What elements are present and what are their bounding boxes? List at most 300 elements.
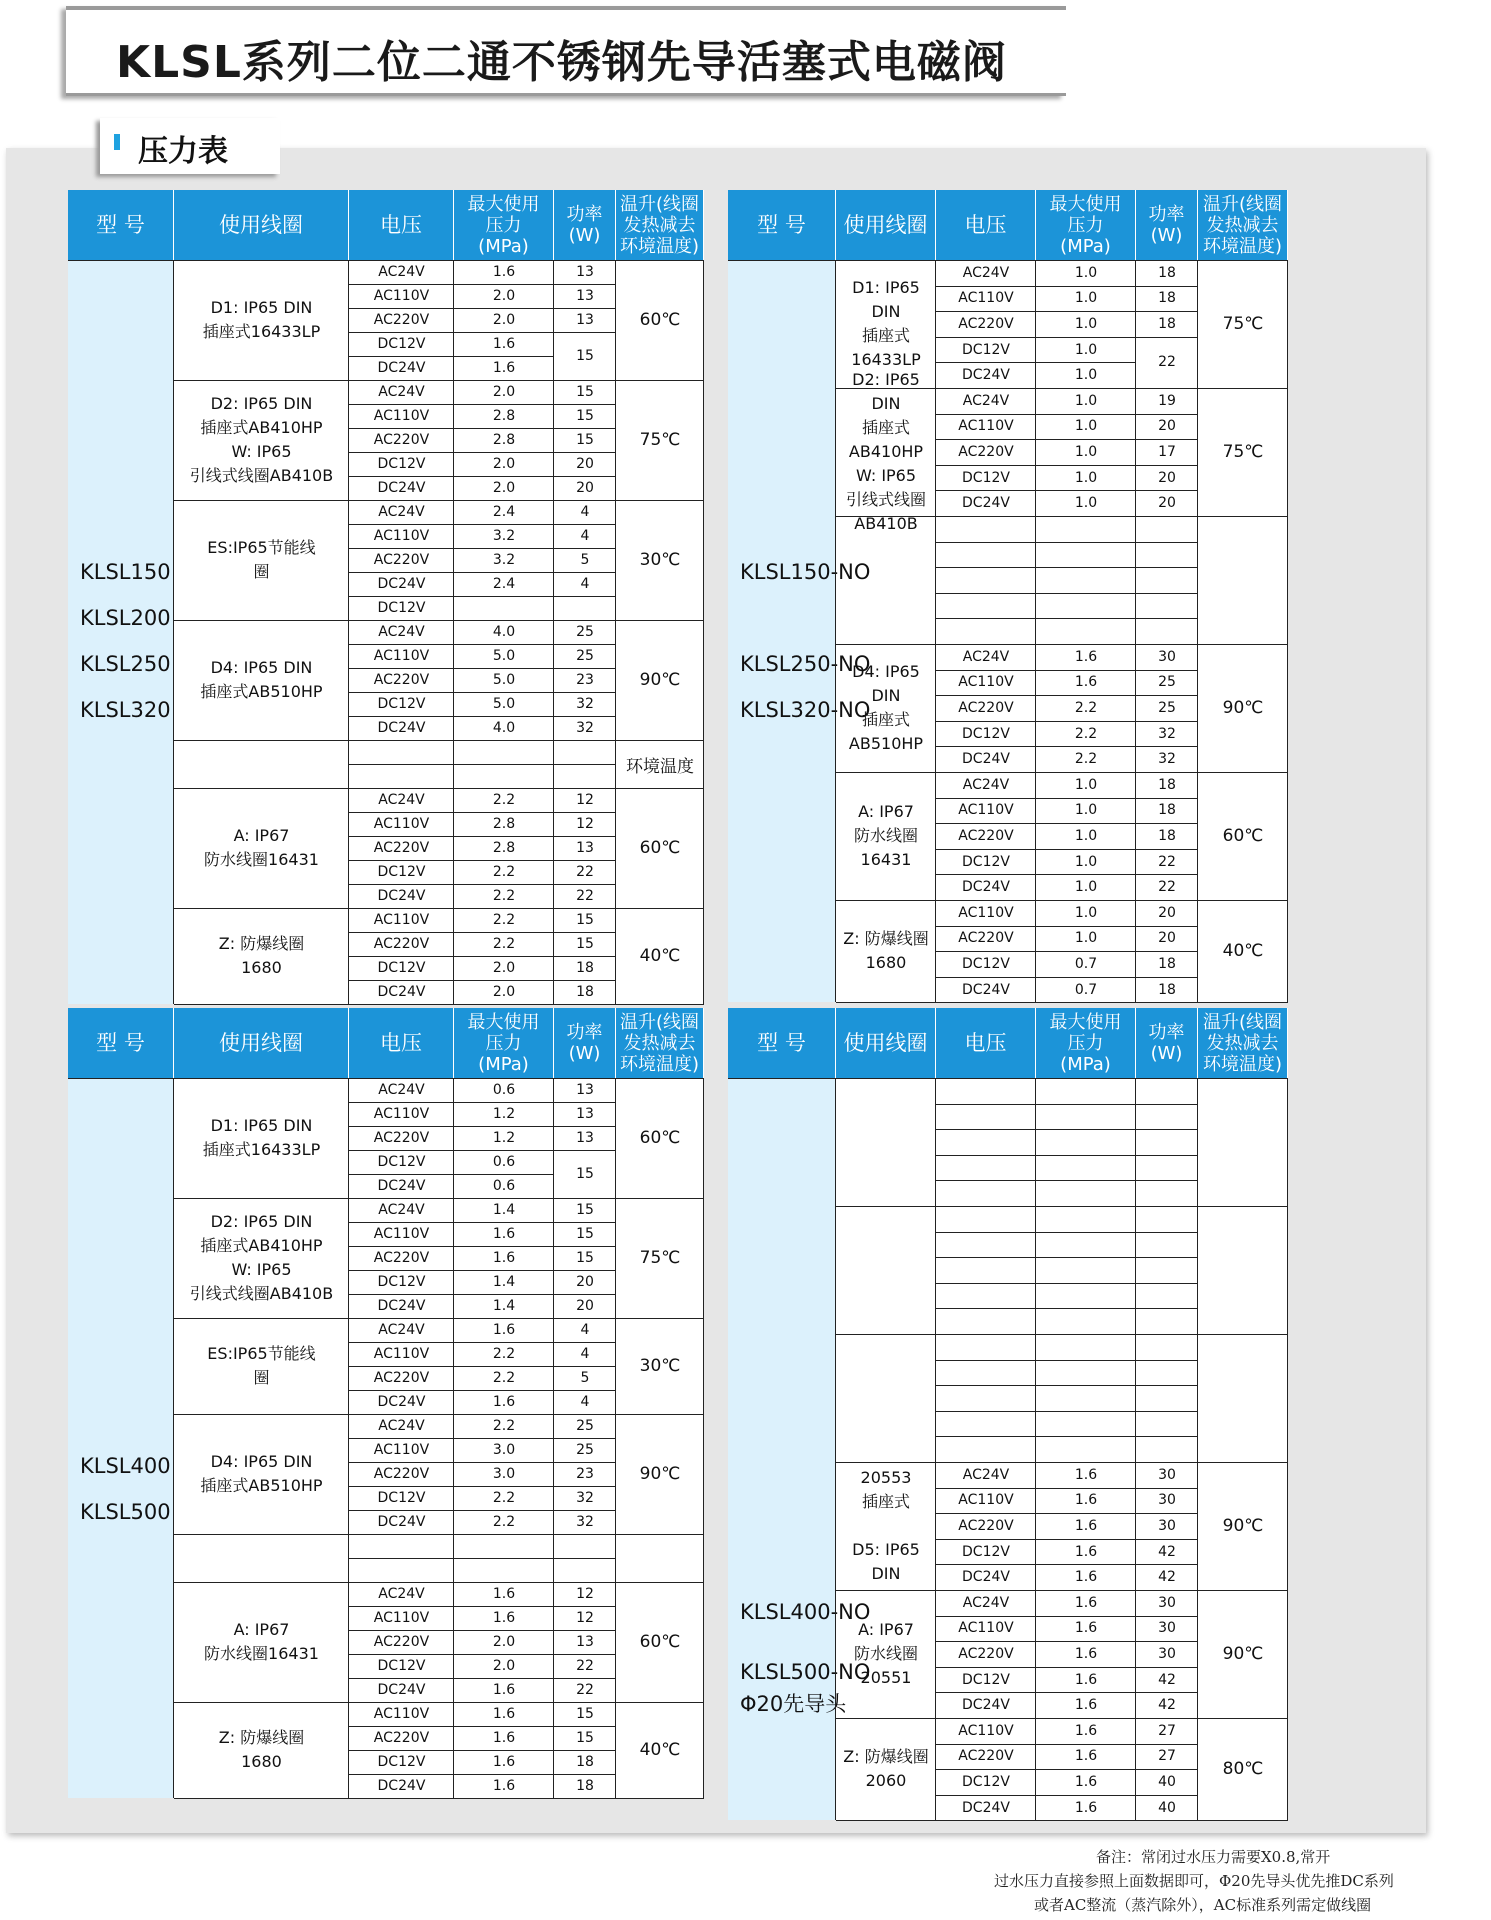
pressure-cell: 5.0 [492, 672, 516, 688]
power-cell: 30 [1158, 1620, 1176, 1637]
row-rule [349, 572, 616, 573]
power-cell: 22 [576, 1682, 594, 1698]
coil-cell: Z: 防爆线圈 1680 [218, 934, 305, 977]
row-rule [349, 1726, 616, 1727]
row-rule [936, 1769, 1198, 1770]
pressure-cell: 1.0 [1074, 290, 1098, 307]
power-cell: 4 [580, 1322, 590, 1338]
voltage-cell [936, 1257, 1036, 1283]
power-cell: 15 [576, 912, 594, 928]
column-rule [615, 1078, 616, 1798]
voltage-cell: AC220V [373, 1730, 430, 1746]
column-rule [553, 1078, 554, 1798]
power-cell [1136, 618, 1198, 644]
row-rule [349, 1222, 616, 1223]
voltage-cell: AC220V [958, 315, 1014, 332]
column-rule [1287, 1078, 1288, 1820]
row-rule [349, 404, 616, 405]
pressure-cell: 4.0 [492, 624, 516, 640]
note-line-2: 过水压力直接参照上面数据即可，Φ20先导头优先推DC系列 [994, 1872, 1394, 1890]
group-rule [836, 1002, 1288, 1003]
power-cell: 18 [1158, 290, 1176, 307]
row-rule [349, 356, 554, 357]
voltage-cell: AC220V [373, 312, 430, 328]
power-cell: 18 [1158, 955, 1176, 972]
row-rule [349, 428, 616, 429]
model-column [68, 1078, 174, 1798]
voltage-cell: DC24V [377, 576, 426, 592]
pressure-cell: 2.2 [1074, 725, 1098, 742]
voltage-cell: AC220V [958, 443, 1014, 460]
power-cell: 42 [1158, 1697, 1176, 1714]
pressure-cell: 1.6 [492, 1250, 516, 1266]
power-cell: 25 [1158, 674, 1176, 691]
coil-cell: D2: IP65 DIN 插座式AB410HP W: IP65 引线式线圈AB410B [189, 1212, 334, 1303]
power-cell: 18 [576, 984, 594, 1000]
voltage-cell: AC24V [378, 624, 425, 640]
pressure-table-1 [68, 190, 704, 1004]
pressure-cell: 1.6 [1074, 1492, 1098, 1509]
voltage-cell: AC24V [378, 1322, 425, 1338]
voltage-cell: DC12V [377, 1154, 426, 1170]
power-cell: 17 [1158, 443, 1176, 460]
power-cell: 4 [580, 528, 590, 544]
header-power: 功率 (W) [1136, 190, 1198, 260]
row-rule [349, 668, 616, 669]
voltage-cell: AC24V [962, 264, 1010, 281]
pressure-cell: 3.2 [492, 552, 516, 568]
voltage-cell: AC220V [373, 1634, 430, 1650]
table-header [728, 190, 1288, 260]
row-rule [349, 1126, 616, 1127]
coil-cell [836, 1206, 936, 1334]
pressure-cell [454, 740, 554, 764]
voltage-cell: AC220V [958, 1645, 1014, 1662]
column-rule [1197, 1078, 1198, 1820]
pressure-cell: 3.0 [492, 1442, 516, 1458]
row-rule [936, 746, 1198, 747]
header-model: 型 号 [68, 1008, 174, 1078]
pressure-cell: 2.0 [492, 480, 516, 496]
column-rule [835, 1078, 836, 1820]
power-cell: 25 [576, 1418, 594, 1434]
pressure-cell: 1.6 [492, 1322, 516, 1338]
pressure-cell: 1.6 [1074, 1594, 1098, 1611]
voltage-cell: AC220V [373, 672, 430, 688]
pressure-cell: 1.6 [1074, 1645, 1098, 1662]
voltage-cell: DC12V [377, 336, 426, 352]
row-rule [349, 812, 616, 813]
temp-rise-cell [1198, 1206, 1288, 1334]
coil-cell: ES:IP65节能线 圈 [207, 538, 316, 581]
header-coil: 使用线圈 [836, 1008, 936, 1078]
column-rule [348, 1078, 349, 1798]
voltage-cell: AC24V [962, 392, 1010, 409]
row-rule [349, 1630, 616, 1631]
title-banner [66, 6, 1066, 96]
row-rule [936, 926, 1198, 927]
voltage-cell [936, 1334, 1036, 1360]
pressure-cell: 1.6 [1074, 648, 1098, 665]
power-cell: 25 [1158, 699, 1176, 716]
header-power: 功率 (W) [1136, 1008, 1198, 1078]
row-rule [936, 362, 1136, 363]
row-rule [936, 1539, 1198, 1540]
pressure-cell: 2.2 [492, 1514, 516, 1530]
temp-rise-cell: 30℃ [639, 1356, 681, 1376]
power-cell [1136, 1104, 1198, 1130]
column-rule [173, 1078, 174, 1798]
voltage-cell [936, 567, 1036, 593]
model-column [728, 1078, 871, 1820]
row-rule [349, 1678, 616, 1679]
temp-rise-cell: 40℃ [639, 1740, 681, 1760]
pressure-cell [1036, 1206, 1136, 1232]
voltage-cell: DC24V [962, 495, 1010, 512]
row-rule [936, 1257, 1198, 1258]
header-power: 功率 (W) [554, 190, 616, 260]
temp-rise-cell: 90℃ [639, 670, 681, 690]
pressure-cell: 1.0 [1074, 802, 1098, 819]
temp-rise-cell: 90℃ [1222, 698, 1264, 718]
power-cell [1136, 542, 1198, 568]
pressure-cell: 3.0 [492, 1466, 516, 1482]
model-name: KLSL250 [80, 652, 171, 676]
pressure-cell: 1.0 [1074, 392, 1098, 409]
pressure-cell [1036, 1104, 1136, 1130]
pressure-cell [1036, 1436, 1136, 1462]
pressure-cell: 1.0 [1074, 341, 1098, 358]
power-cell: 30 [1158, 648, 1176, 665]
row-rule [349, 1750, 616, 1751]
power-cell: 32 [1158, 725, 1176, 742]
coil-cell: Z: 防爆线圈 2060 [843, 1747, 929, 1791]
voltage-cell [936, 593, 1036, 619]
pressure-cell: 1.0 [1074, 853, 1098, 870]
row-rule [936, 798, 1198, 799]
power-cell: 18 [576, 1778, 594, 1794]
row-rule [349, 1366, 616, 1367]
row-rule [349, 452, 616, 453]
row-rule [936, 1692, 1198, 1693]
column-rule [615, 260, 616, 1004]
voltage-cell: AC24V [378, 1082, 425, 1098]
power-cell [554, 1534, 616, 1558]
pressure-cell: 2.0 [492, 960, 516, 976]
power-cell: 20 [1158, 469, 1176, 486]
voltage-cell: AC110V [373, 288, 430, 304]
row-rule [936, 1360, 1198, 1361]
power-cell: 20 [576, 480, 594, 496]
power-cell: 22 [1158, 879, 1176, 896]
pressure-cell: 1.6 [492, 360, 516, 376]
voltage-cell [936, 1078, 1036, 1104]
power-cell: 40 [1158, 1799, 1176, 1816]
voltage-cell: AC110V [958, 802, 1014, 819]
voltage-cell: AC24V [962, 648, 1010, 665]
pressure-cell: 1.0 [1074, 264, 1098, 281]
voltage-cell: AC110V [373, 912, 430, 928]
row-rule [936, 618, 1198, 619]
voltage-cell: DC12V [962, 1543, 1010, 1560]
pressure-cell: 1.0 [1074, 930, 1098, 947]
voltage-cell: AC220V [958, 827, 1014, 844]
power-cell: 5 [580, 1370, 590, 1386]
pressure-cell: 1.6 [1074, 1748, 1098, 1765]
voltage-cell: DC12V [377, 960, 426, 976]
power-cell: 25 [576, 1442, 594, 1458]
power-cell-merged: 15 [576, 1166, 594, 1182]
header-temp: 温升(线圈 发热减去 环境温度) [616, 190, 704, 260]
column-rule [935, 1078, 936, 1820]
pressure-cell [1036, 1385, 1136, 1411]
coil-cell: D4: IP65 DIN 插座式AB510HP [848, 662, 924, 753]
row-rule [936, 951, 1198, 952]
power-cell: 4 [580, 504, 590, 520]
row-rule [349, 1294, 616, 1295]
temp-rise-cell [616, 1534, 704, 1582]
voltage-cell: DC24V [377, 984, 426, 1000]
voltage-cell: AC110V [373, 1346, 430, 1362]
power-cell [554, 764, 616, 788]
pressure-cell: 1.2 [492, 1130, 516, 1146]
pressure-cell: 1.6 [1074, 1722, 1098, 1739]
voltage-cell: AC24V [962, 1594, 1010, 1611]
model-name: KLSL500-NO [740, 1660, 871, 1684]
column-rule [173, 260, 174, 1004]
voltage-cell: AC220V [373, 432, 430, 448]
voltage-cell: DC12V [377, 696, 426, 712]
model-name: KLSL500 [80, 1500, 171, 1524]
coil-cell: D2: IP65 DIN 插座式AB410HP W: IP65 引线式线圈 AB410B [845, 370, 926, 533]
pressure-cell [1036, 542, 1136, 568]
voltage-cell: AC220V [373, 936, 430, 952]
row-rule [936, 542, 1198, 543]
temp-rise-cell: 90℃ [639, 1464, 681, 1484]
row-rule [349, 1510, 616, 1511]
temp-rise-cell: 60℃ [639, 1632, 681, 1652]
power-cell [1136, 1206, 1198, 1232]
column-rule [703, 260, 704, 1004]
voltage-cell: AC24V [378, 264, 425, 280]
voltage-cell [936, 1232, 1036, 1258]
header-voltage: 电压 [349, 190, 454, 260]
temp-rise-cell: 环境温度 [626, 756, 694, 777]
power-cell: 25 [576, 624, 594, 640]
header-power: 功率 (W) [554, 1008, 616, 1078]
pressure-cell [1036, 1334, 1136, 1360]
power-cell: 20 [1158, 495, 1176, 512]
pressure-cell: 4.0 [492, 720, 516, 736]
row-rule [936, 1564, 1198, 1565]
power-cell: 12 [576, 792, 594, 808]
voltage-cell: DC24V [377, 1178, 426, 1194]
coil-cell: 20553 插座式 D5: IP65 DIN [852, 1468, 920, 1583]
power-cell [554, 1558, 616, 1582]
model-name: KLSL320 [80, 698, 171, 722]
pressure-cell: 1.6 [492, 264, 516, 280]
row-rule [936, 1232, 1198, 1233]
pressure-cell: 2.2 [492, 1370, 516, 1386]
power-cell: 22 [1158, 853, 1176, 870]
power-cell: 22 [576, 1658, 594, 1674]
voltage-cell [936, 618, 1036, 644]
temp-rise-cell: 30℃ [639, 550, 681, 570]
pressure-cell: 1.6 [492, 1778, 516, 1794]
header-pressure: 最大使用 压力 (MPa) [1036, 190, 1136, 260]
row-rule [936, 490, 1198, 491]
power-cell: 15 [576, 384, 594, 400]
model-name: KLSL150 [80, 560, 171, 584]
power-cell: 30 [1158, 1594, 1176, 1611]
voltage-cell: AC110V [373, 528, 430, 544]
pressure-cell: 1.6 [492, 1754, 516, 1770]
temp-rise-cell: 90℃ [1222, 1644, 1264, 1664]
column-rule [1135, 1078, 1136, 1820]
row-rule [936, 414, 1198, 415]
row-rule [936, 1667, 1198, 1668]
pressure-cell: 1.0 [1074, 367, 1098, 384]
power-cell: 22 [576, 864, 594, 880]
pressure-cell: 2.0 [492, 456, 516, 472]
voltage-cell: AC110V [373, 1706, 430, 1722]
voltage-cell: AC110V [958, 1722, 1014, 1739]
pressure-cell: 1.0 [1074, 443, 1098, 460]
voltage-cell: DC12V [377, 864, 426, 880]
row-rule [936, 1795, 1198, 1796]
power-cell [1136, 1257, 1198, 1283]
pressure-cell: 0.6 [492, 1082, 516, 1098]
voltage-cell: AC24V [378, 384, 425, 400]
model-name: KLSL400-NO [740, 1600, 871, 1624]
row-rule [936, 1616, 1198, 1617]
row-rule [936, 1180, 1198, 1181]
row-rule [936, 1411, 1198, 1412]
note-line-3: 或者AC整流（蒸汽除外），AC标准系列需定做线圈 [1034, 1896, 1372, 1914]
temp-rise-cell [1198, 516, 1288, 644]
power-cell: 15 [576, 1706, 594, 1722]
pressure-cell [1036, 593, 1136, 619]
power-cell: 15 [576, 1730, 594, 1746]
pressure-cell [1036, 1308, 1136, 1334]
pressure-cell: 1.0 [1074, 418, 1098, 435]
pressure-table-3 [68, 1008, 704, 1798]
coil-cell [174, 1534, 349, 1582]
voltage-cell: AC110V [958, 904, 1014, 921]
pressure-cell: 0.7 [1074, 955, 1098, 972]
column-rule [348, 260, 349, 1004]
row-rule [936, 977, 1198, 978]
power-cell: 15 [576, 432, 594, 448]
power-cell: 5 [580, 552, 590, 568]
pressure-cell [1036, 1283, 1136, 1309]
pressure-cell [454, 1534, 554, 1558]
row-rule [349, 1270, 616, 1271]
row-rule [936, 465, 1198, 466]
power-cell: 15 [576, 936, 594, 952]
row-rule [349, 860, 616, 861]
voltage-cell [936, 516, 1036, 542]
row-rule [936, 593, 1198, 594]
voltage-cell: DC12V [962, 853, 1010, 870]
row-rule [936, 286, 1198, 287]
power-cell: 18 [576, 960, 594, 976]
row-rule [936, 311, 1198, 312]
row-rule [936, 1129, 1198, 1130]
power-cell: 4 [580, 576, 590, 592]
voltage-cell [349, 1558, 454, 1582]
row-rule [349, 1174, 554, 1175]
power-cell: 20 [1158, 904, 1176, 921]
coil-cell: D4: IP65 DIN 插座式AB510HP [200, 1452, 323, 1495]
temp-rise-cell: 40℃ [639, 946, 681, 966]
column-rule [703, 1078, 704, 1798]
power-cell: 20 [576, 1274, 594, 1290]
power-cell: 18 [576, 1754, 594, 1770]
voltage-cell: AC110V [958, 1492, 1014, 1509]
row-rule [349, 956, 616, 957]
power-cell: 30 [1158, 1645, 1176, 1662]
column-rule [835, 260, 836, 1002]
power-cell: 30 [1158, 1466, 1176, 1483]
voltage-cell: DC24V [377, 480, 426, 496]
power-cell [1136, 593, 1198, 619]
row-rule [936, 695, 1198, 696]
column-rule [1287, 260, 1288, 1002]
voltage-cell [936, 1283, 1036, 1309]
pressure-cell: 1.2 [492, 1106, 516, 1122]
group-rule [836, 1820, 1288, 1821]
voltage-cell: DC24V [377, 360, 426, 376]
pressure-cell: 1.6 [492, 1610, 516, 1626]
power-cell: 23 [576, 672, 594, 688]
voltage-cell: DC12V [377, 1658, 426, 1674]
table-header [728, 1008, 1288, 1078]
voltage-cell: AC220V [373, 1466, 430, 1482]
voltage-cell [936, 1308, 1036, 1334]
header-voltage: 电压 [936, 1008, 1036, 1078]
row-rule [936, 874, 1198, 875]
voltage-cell: AC24V [378, 792, 425, 808]
power-cell: 27 [1158, 1748, 1176, 1765]
row-rule [349, 884, 616, 885]
voltage-cell [936, 1180, 1036, 1206]
pressure-cell: 2.2 [492, 864, 516, 880]
pressure-cell: 1.0 [1074, 879, 1098, 896]
voltage-cell: DC24V [377, 1394, 426, 1410]
temp-rise-cell: 60℃ [639, 310, 681, 330]
row-rule [936, 1155, 1198, 1156]
voltage-cell [936, 1206, 1036, 1232]
power-cell [1136, 1155, 1198, 1181]
voltage-cell: DC24V [962, 879, 1010, 896]
column-rule [1197, 260, 1198, 1002]
power-cell [1136, 1360, 1198, 1386]
row-rule [349, 1654, 616, 1655]
power-cell [1136, 1385, 1198, 1411]
voltage-cell: DC24V [377, 1298, 426, 1314]
model-column [728, 260, 871, 1002]
voltage-cell: AC24V [378, 504, 425, 520]
page-title: KLSL系列二位二通不锈钢先导活塞式电磁阀 [116, 37, 1007, 88]
row-rule [936, 1488, 1198, 1489]
row-rule [349, 1246, 616, 1247]
row-rule [936, 849, 1198, 850]
pressure-cell: 1.0 [1074, 315, 1098, 332]
column-rule [935, 260, 936, 1002]
pressure-cell [1036, 1257, 1136, 1283]
pressure-cell: 1.6 [1074, 1466, 1098, 1483]
